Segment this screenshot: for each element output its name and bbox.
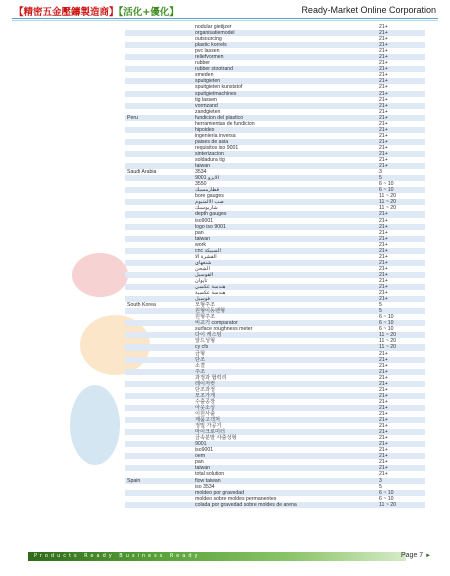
keyword-cell: الايزو 9001 bbox=[195, 175, 220, 182]
count-cell: 21+ bbox=[379, 290, 388, 297]
keyword-cell: pan bbox=[195, 229, 204, 236]
country-cell: Saudi Arabia bbox=[127, 169, 157, 176]
keyword-cell: 원형주조 bbox=[195, 314, 216, 321]
keyword-cell: 소결 bbox=[195, 362, 206, 369]
keyword-cell: paises de asia bbox=[195, 138, 229, 145]
keyword-cell: logo iso 9001 bbox=[195, 223, 226, 230]
keyword-cell: herramientas de fundicion bbox=[195, 120, 255, 127]
count-cell: 21+ bbox=[379, 435, 388, 442]
footer-slogan: Products Ready Business Ready bbox=[34, 553, 201, 559]
country-keyword-table bbox=[125, 24, 425, 508]
keyword-cell: moldeo por gravedad bbox=[195, 489, 245, 496]
count-cell: 21+ bbox=[379, 441, 388, 448]
keyword-cell: plastic korrels bbox=[195, 42, 227, 49]
count-cell: 3 bbox=[379, 477, 382, 484]
count-cell: 11 ~ 20 bbox=[379, 501, 397, 508]
count-cell: 21+ bbox=[379, 411, 388, 417]
count-cell: 21+ bbox=[379, 96, 388, 103]
count-cell: 21+ bbox=[379, 259, 388, 266]
keyword-cell: 알드성형 bbox=[195, 338, 216, 345]
count-cell: 21+ bbox=[379, 380, 388, 387]
keyword-cell: 9001 bbox=[195, 441, 207, 448]
keyword-cell: 마이크로미터 bbox=[195, 429, 226, 436]
keyword-cell: 주조 bbox=[195, 368, 206, 375]
keyword-cell: فوسيل bbox=[195, 296, 211, 303]
keyword-cell: nodular gietijzer bbox=[195, 24, 232, 30]
company-name: Ready-Market Online Corporation bbox=[301, 5, 436, 15]
keyword-cell: sinterizacion bbox=[195, 150, 224, 157]
count-cell: 21+ bbox=[379, 138, 388, 145]
keyword-cell: 금형 bbox=[195, 350, 206, 357]
count-cell: 21+ bbox=[379, 229, 388, 236]
count-cell: 21+ bbox=[379, 362, 388, 369]
keyword-cell: requisitos iso 9001 bbox=[195, 144, 239, 151]
count-cell: 11 ~ 20 bbox=[379, 338, 397, 345]
count-cell: 21+ bbox=[379, 157, 388, 164]
count-cell: 21+ bbox=[379, 150, 388, 157]
country-cell: Peru bbox=[127, 114, 138, 121]
keyword-cell: 수출공장 bbox=[195, 398, 216, 405]
brand-mid: 【活化+優化】 bbox=[118, 7, 179, 18]
keyword-cell: صب الالمنيوم bbox=[195, 199, 224, 206]
count-cell: 21+ bbox=[379, 392, 388, 399]
count-cell: 21+ bbox=[379, 36, 388, 43]
keyword-cell: تايوان bbox=[195, 277, 208, 284]
count-cell: 21+ bbox=[379, 296, 388, 303]
count-cell: 21+ bbox=[379, 350, 388, 357]
brand-left: 【精密五金壓鑄製造商】 bbox=[14, 7, 119, 18]
count-cell: 21+ bbox=[379, 223, 388, 230]
keyword-cell: organisatiemodel bbox=[195, 30, 235, 37]
keyword-cell: flow taiwan bbox=[195, 477, 221, 484]
count-cell: 21+ bbox=[379, 163, 388, 170]
count-cell: 21+ bbox=[379, 114, 388, 121]
keyword-cell: total solution bbox=[195, 471, 225, 478]
keyword-cell: spuitgietmachines bbox=[195, 90, 237, 97]
keyword-cell: outsourcing bbox=[195, 36, 222, 43]
keyword-cell: 레이저컷 bbox=[195, 380, 216, 387]
keyword-cell: شنغهاي bbox=[195, 259, 212, 266]
keyword-cell: iso9001 bbox=[195, 217, 214, 224]
keyword-cell: 원형이동팬형 bbox=[195, 308, 226, 315]
count-cell: 21+ bbox=[379, 48, 388, 55]
keyword-cell: شاربوسبك bbox=[195, 205, 218, 212]
count-cell: 21+ bbox=[379, 465, 388, 472]
keyword-cell: القشرة الا bbox=[195, 253, 217, 260]
count-cell: 21+ bbox=[379, 398, 388, 405]
count-cell: 21+ bbox=[379, 447, 388, 454]
count-cell: 21+ bbox=[379, 132, 388, 139]
keyword-cell: 다이 캐스팅 bbox=[195, 332, 222, 339]
count-cell: 21+ bbox=[379, 453, 388, 460]
keyword-cell: 모형주조 bbox=[195, 302, 216, 309]
count-cell: 21+ bbox=[379, 126, 388, 133]
keyword-cell: 모조가게 bbox=[195, 392, 216, 399]
count-cell: 21+ bbox=[379, 84, 388, 91]
keyword-cell: 아웃소싱 bbox=[195, 404, 216, 411]
count-cell: 21+ bbox=[379, 54, 388, 61]
count-cell: 11 ~ 20 bbox=[379, 193, 397, 200]
count-cell: 6 ~ 10 bbox=[379, 320, 394, 327]
page-label: Page 7 bbox=[401, 552, 424, 559]
keyword-cell: reliefvormen bbox=[195, 54, 224, 61]
footer-banner bbox=[28, 552, 406, 561]
count-cell: 21+ bbox=[379, 356, 388, 363]
keyword-cell: 비교기 comparator bbox=[195, 320, 238, 327]
keyword-cell: taiwan bbox=[195, 465, 210, 472]
keyword-cell: 단조 bbox=[195, 356, 206, 363]
keyword-cell: 제품고객처 bbox=[195, 417, 221, 424]
keyword-cell: cy cfs bbox=[195, 344, 209, 351]
keyword-cell: pan bbox=[195, 459, 204, 466]
count-cell: 6 ~ 10 bbox=[379, 181, 394, 188]
count-cell: 21+ bbox=[379, 241, 388, 248]
keyword-cell: taiwan bbox=[195, 163, 210, 170]
keyword-cell: spuitgieten bbox=[195, 78, 221, 85]
keyword-cell: tig lassen bbox=[195, 96, 217, 103]
count-cell: 21+ bbox=[379, 368, 388, 375]
count-cell: 5 bbox=[379, 302, 382, 309]
brand-title bbox=[14, 4, 179, 18]
count-cell: 21+ bbox=[379, 78, 388, 85]
count-cell: 21+ bbox=[379, 423, 388, 430]
count-cell: 21+ bbox=[379, 471, 388, 478]
keyword-cell: ingenieria inversa bbox=[195, 132, 236, 139]
count-cell: 21+ bbox=[379, 277, 388, 284]
count-cell: 5 bbox=[379, 175, 382, 182]
count-cell: 21+ bbox=[379, 120, 388, 127]
keyword-cell: soldadura tig bbox=[195, 157, 225, 164]
keyword-cell: هندسة عكسي bbox=[195, 284, 226, 291]
keyword-cell: taiwan bbox=[195, 235, 210, 242]
count-cell: 21+ bbox=[379, 90, 388, 97]
keyword-cell: 금속분말 사출성형 bbox=[195, 435, 237, 442]
count-cell: 21+ bbox=[379, 265, 388, 272]
count-cell: 21+ bbox=[379, 42, 388, 49]
count-cell: 21+ bbox=[379, 144, 388, 151]
keyword-cell: bore gauges bbox=[195, 193, 224, 200]
count-cell: 6 ~ 10 bbox=[379, 495, 394, 502]
count-cell: 11 ~ 20 bbox=[379, 344, 397, 351]
count-cell: 21+ bbox=[379, 374, 388, 381]
keyword-cell: iso9001 bbox=[195, 447, 214, 454]
keyword-cell: depth gauges bbox=[195, 211, 227, 218]
count-cell: 6 ~ 10 bbox=[379, 187, 394, 194]
count-cell: 21+ bbox=[379, 284, 388, 291]
count-cell: 6 ~ 10 bbox=[379, 489, 394, 496]
keyword-cell: iso 3534 bbox=[195, 483, 215, 490]
count-cell: 21+ bbox=[379, 235, 388, 242]
count-cell: 21+ bbox=[379, 404, 388, 411]
keyword-cell: القوسيل bbox=[195, 271, 214, 278]
count-cell: 6 ~ 10 bbox=[379, 314, 394, 321]
count-cell: 21+ bbox=[379, 72, 388, 79]
keyword-cell: zandgieten bbox=[195, 108, 221, 115]
count-cell: 21+ bbox=[379, 271, 388, 278]
keyword-cell: moldeo sobre moldes permanentes bbox=[195, 495, 277, 502]
count-cell: 21+ bbox=[379, 386, 388, 393]
header-divider-light bbox=[12, 20, 438, 21]
keyword-cell: rubber stootrand bbox=[195, 66, 234, 73]
keyword-cell: 3550 bbox=[195, 181, 207, 188]
count-cell: 21+ bbox=[379, 417, 388, 424]
keyword-cell: 3534 bbox=[195, 169, 207, 176]
count-cell: 21+ bbox=[379, 247, 388, 254]
count-cell: 21+ bbox=[379, 102, 388, 109]
keyword-cell: rubber bbox=[195, 60, 210, 67]
keyword-cell: spuitgieten kunststof bbox=[195, 84, 243, 91]
count-cell: 21+ bbox=[379, 24, 388, 30]
count-cell: 21+ bbox=[379, 108, 388, 115]
table-row bbox=[125, 502, 425, 508]
count-cell: 3 bbox=[379, 169, 382, 176]
keyword-cell: fundicion del plastico bbox=[195, 114, 244, 121]
count-cell: 11 ~ 20 bbox=[379, 199, 397, 206]
count-cell: 5 bbox=[379, 483, 382, 490]
count-cell: 21+ bbox=[379, 429, 388, 436]
count-cell: 6 ~ 10 bbox=[379, 326, 394, 333]
count-cell: 5 bbox=[379, 308, 382, 315]
keyword-cell: قطارمسبك bbox=[195, 187, 220, 194]
count-cell: 21+ bbox=[379, 253, 388, 260]
keyword-cell: surface roughness meter bbox=[195, 326, 253, 333]
keyword-cell: work bbox=[195, 241, 206, 248]
count-cell: 21+ bbox=[379, 459, 388, 466]
country-cell: Spain bbox=[127, 477, 141, 484]
count-cell: 21+ bbox=[379, 217, 388, 224]
page-arrow-icon: ► bbox=[425, 553, 432, 559]
keyword-cell: 이원사출 bbox=[195, 411, 216, 417]
keyword-cell: الشحن bbox=[195, 265, 210, 272]
keyword-cell: pvc lassen bbox=[195, 48, 220, 55]
count-cell: 21+ bbox=[379, 30, 388, 37]
count-cell: 11 ~ 20 bbox=[379, 332, 397, 339]
keyword-cell: hipoides bbox=[195, 126, 215, 133]
count-cell: 21+ bbox=[379, 60, 388, 67]
keyword-cell: smeden bbox=[195, 72, 214, 79]
page-number bbox=[401, 552, 431, 559]
keyword-cell: oem bbox=[195, 453, 206, 460]
count-cell: 11 ~ 20 bbox=[379, 205, 397, 212]
count-cell: 21+ bbox=[379, 211, 388, 218]
keyword-cell: 단조과정 bbox=[195, 386, 216, 393]
keyword-cell: 과정과 협력리 bbox=[195, 374, 227, 381]
country-cell: South Korea bbox=[127, 302, 156, 309]
keyword-cell: cnc السبيكة bbox=[195, 247, 221, 254]
count-cell: 21+ bbox=[379, 66, 388, 73]
keyword-cell: 정밀 가공기 bbox=[195, 423, 222, 430]
keyword-cell: هندسة عكسية bbox=[195, 290, 226, 297]
header-divider bbox=[12, 18, 438, 19]
keyword-cell: colada por gravedad sobre moldes de arena bbox=[195, 501, 297, 508]
keyword-cell: vormzand bbox=[195, 102, 218, 109]
